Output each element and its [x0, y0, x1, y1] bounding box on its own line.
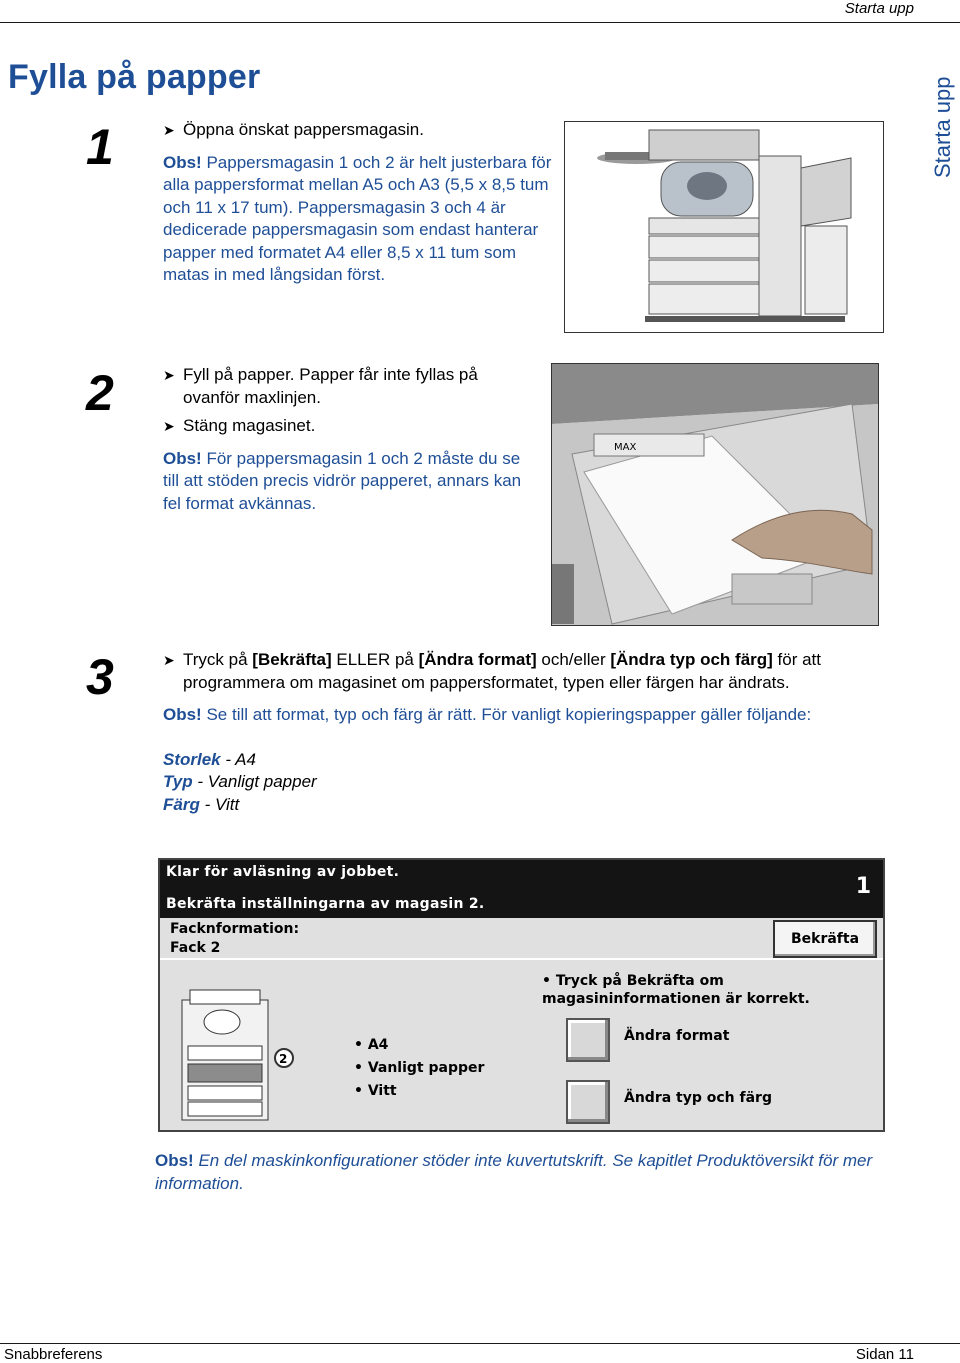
default-setting-row: Färg - Vitt — [163, 794, 240, 814]
default-setting-row: Typ - Vanligt papper — [163, 772, 317, 791]
tray-number-badge: 2 — [279, 1052, 288, 1066]
section-side-tab: Starta upp — [930, 76, 955, 178]
current-tray-settings: • A4 • Vanligt papper • Vitt — [354, 1037, 485, 1099]
step-1-bullet: ➤ Öppna önskat pappersmagasin. — [163, 119, 558, 142]
footer-rule — [0, 1343, 960, 1344]
arrow-bullet-icon: ➤ — [163, 652, 175, 668]
change-format-label: Ändra format — [624, 1028, 730, 1044]
confirm-hint: • Tryck på Bekräfta om magasininformationen är korrekt. — [542, 973, 810, 1007]
screen-status-line: Klar för avläsning av jobbet. — [166, 864, 400, 880]
screen-status-bar — [160, 860, 883, 918]
change-type-color-button[interactable] — [566, 1080, 610, 1124]
tray-max-label: MAX — [614, 442, 637, 453]
arrow-bullet-icon: ➤ — [163, 122, 175, 138]
step-3-number: 3 — [86, 649, 114, 705]
step-2-note: Obs! För pappersmagasin 1 och 2 måste du se till att stöden precis vidrör papperet, annars kan fel format avkännas. — [163, 448, 522, 513]
step-3-bullet — [163, 649, 883, 694]
copier-photo — [564, 121, 884, 333]
screen-counter: 1 — [855, 874, 871, 899]
paper-tray-photo — [551, 363, 879, 626]
copier-tray-diagram — [174, 988, 294, 1126]
step-3-bullet-part: [Ändra format] — [418, 650, 537, 669]
step-3-text — [163, 649, 883, 816]
step-3-bullet-part: och/eller — [536, 650, 611, 669]
change-format-button[interactable] — [566, 1018, 610, 1062]
step-2-number: 2 — [86, 365, 114, 421]
step-1-number: 1 — [86, 119, 114, 175]
change-type-color-label: Ändra typ och färg — [624, 1090, 772, 1106]
default-paper-settings — [163, 749, 883, 817]
screen-divider — [160, 958, 883, 960]
paper-tray-illustration — [552, 364, 878, 625]
step-2-bullet-1: ➤ Fyll på papper. Papper får inte fyllas på ovanför maxlinjen. — [163, 365, 478, 407]
running-header: Starta upp — [844, 0, 914, 17]
step-1-note: Obs! Pappersmagasin 1 och 2 är helt justerbara för alla pappersformat mellan A5 och A3 (5,5 x 8,5 tum och 11 x 17 tum). Pappersmagasin 3 och 4 är dedicerade pappersmagasin som endast hanterar papper med formatet A4 eller 8,5 x 11 tum som matas in med långsidan först. — [163, 152, 552, 284]
touchscreen-panel — [158, 858, 885, 1132]
step-3-bullet-part: [Bekräfta] — [252, 650, 332, 669]
default-setting-row: Storlek - A4 — [163, 749, 256, 769]
copier-illustration — [565, 122, 883, 332]
tray-info: Facknformation: Fack 2 — [170, 921, 300, 956]
footer-doc-name: Snabbreferens — [4, 1346, 103, 1363]
footer-page-number: Sidan 11 — [855, 1346, 914, 1363]
screen-instruction-line: Bekräfta inställningarna av magasin 2. — [166, 896, 485, 912]
page-title: Fylla på papper — [8, 58, 261, 96]
header-rule — [0, 22, 960, 23]
step-2-bullet-2: ➤ Stäng magasinet. — [163, 415, 533, 438]
final-note: Obs! En del maskinkonfigurationer stöder inte kuvertutskrift. Se kapitlet Produktöversikt för mer information. — [155, 1151, 873, 1193]
arrow-bullet-icon: ➤ — [163, 367, 175, 383]
step-2-text — [163, 364, 533, 515]
step-1-text — [163, 119, 558, 287]
step-3-note: Obs! Se till att format, typ och färg är rätt. För vanligt kopieringspapper gäller följande: — [163, 705, 812, 724]
arrow-bullet-icon: ➤ — [163, 418, 175, 434]
step-3-bullet-part: ELLER på — [331, 650, 419, 669]
step-3-bullet-part: Tryck på — [183, 650, 253, 669]
step-3-bullet-part: [Ändra typ och färg] — [610, 650, 773, 669]
step-3-bullet-part: för att programmera om magasinet om pappersformatet, typen eller färgen har ändrats. — [183, 650, 821, 692]
confirm-button[interactable]: Bekräfta — [773, 920, 877, 958]
